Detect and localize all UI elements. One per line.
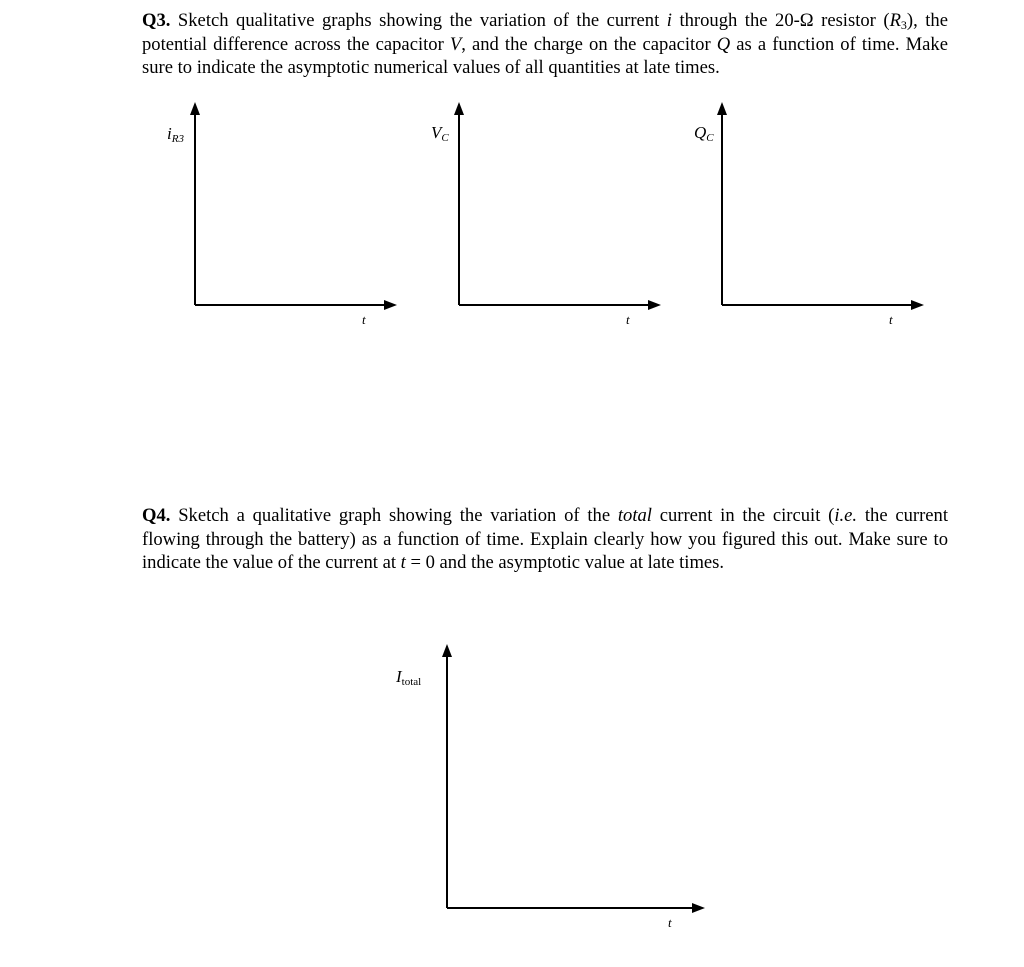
graph-charge-capacitor-axes bbox=[712, 100, 927, 312]
q3-r3-sub: 3 bbox=[900, 18, 907, 32]
q3-number: Q3. bbox=[142, 10, 171, 31]
graph-voltage-capacitor-axes bbox=[449, 100, 664, 312]
q4-ie: i.e. bbox=[834, 505, 858, 526]
graph-charge-capacitor-x-label: t bbox=[889, 312, 893, 327]
q3-var-i: i bbox=[666, 10, 672, 31]
graph-current-r3-axes bbox=[185, 100, 400, 312]
q3-question bbox=[142, 9, 948, 80]
graph-current-r3-x-label: t bbox=[362, 312, 366, 327]
q3-text-2: through the 20-Ω resistor ( bbox=[671, 10, 890, 31]
graph-total-current-y-label: $I_{total}$ bbox=[396, 667, 422, 688]
q3-text-1: Sketch qualitative graphs showing the variation of the current bbox=[170, 10, 667, 31]
graph-current-r3-y-label: $i_{R3}$ bbox=[167, 124, 184, 145]
q3-text-5: as a function of time. Make sure to indicate the asymptotic numerical values of all quantities at late times. bbox=[142, 33, 948, 78]
graph-total-current-axes bbox=[437, 642, 712, 917]
q4-question bbox=[142, 504, 948, 575]
graph-voltage-capacitor-x-label: t bbox=[626, 312, 630, 327]
q4-text-3: the current flowing through the battery) as a function of time. Explain clearly how you figured this out. Make sure to indicate the value of the current at bbox=[142, 505, 948, 573]
q3-r3-letter: R bbox=[889, 10, 901, 31]
q4-text-4: = 0 and the asymptotic value at late times. bbox=[405, 552, 725, 573]
q3-var-q: Q bbox=[716, 33, 731, 55]
q4-t-var: t bbox=[400, 552, 406, 573]
graph-charge-capacitor-y-label: $Q_C$ bbox=[694, 123, 714, 144]
q4-text-2: current in the circuit ( bbox=[651, 505, 835, 526]
q4-total-word: total bbox=[617, 505, 652, 526]
q4-text-1: Sketch a qualitative graph showing the variation of the bbox=[170, 505, 618, 526]
graph-voltage-capacitor-y-label: $V_C$ bbox=[431, 123, 449, 144]
q3-text-4: , and the charge on the capacitor bbox=[461, 33, 717, 55]
q4-number: Q4. bbox=[142, 505, 171, 526]
graph-total-current-x-label: t bbox=[668, 915, 672, 930]
q3-var-v: V bbox=[449, 33, 462, 55]
q3-text-3: ), the potential difference across the capacitor bbox=[142, 10, 948, 55]
